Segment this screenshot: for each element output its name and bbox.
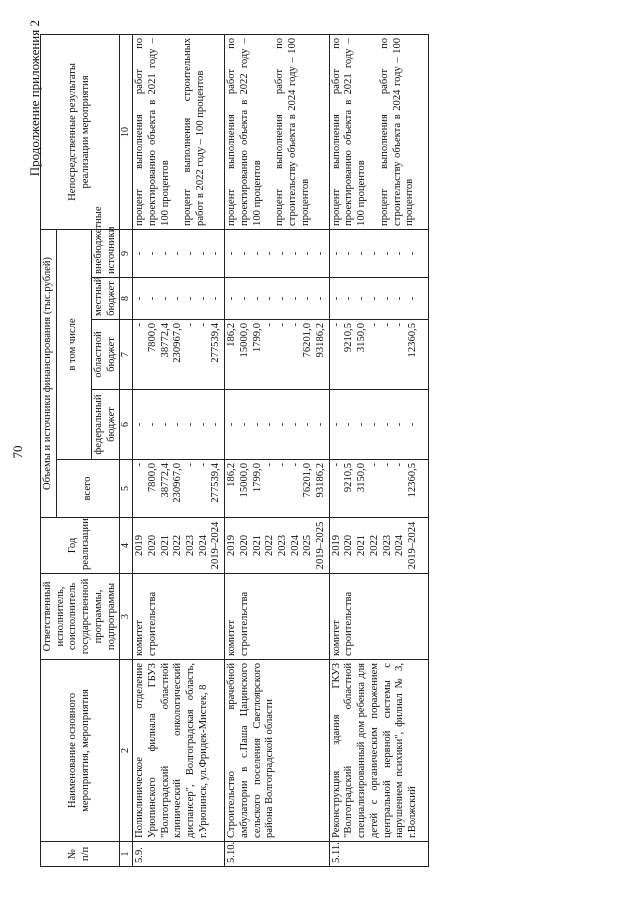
year — [225, 518, 330, 574]
extra-amount-value: - — [134, 251, 146, 256]
extra-amount-value: - — [406, 251, 418, 256]
header-year: Год реализации — [41, 518, 120, 574]
results — [225, 34, 330, 229]
header-local: местный бюджет — [91, 278, 119, 320]
total-amount-value: 12360,5 — [406, 463, 418, 498]
local-amount-value: - — [276, 296, 288, 301]
table-header — [41, 34, 133, 866]
regional-amount-value: 7800,0 — [146, 323, 158, 353]
federal-amount-value: - — [146, 422, 158, 427]
total-amount-value: - — [394, 463, 406, 467]
year-value: 2019 — [330, 534, 342, 557]
total-amount-value: 76201,0 — [302, 463, 314, 498]
column-number: 10 — [120, 34, 133, 229]
year-value: 2020 — [343, 534, 355, 557]
local-amount-value: - — [394, 296, 406, 301]
column-number: 9 — [120, 229, 133, 277]
federal-amount-value: - — [134, 422, 146, 427]
regional-amount-value: - — [368, 323, 380, 327]
row-number — [225, 842, 330, 867]
event-name — [133, 660, 225, 842]
total-amount-value: 15000,0 — [238, 463, 250, 498]
responsible-executor-text: комитет строительства — [134, 591, 158, 656]
table-row — [225, 34, 330, 866]
header-responsible: Ответственный исполнитель, соисполнитель государственной программы, подпрограммы — [41, 574, 120, 660]
total-amount-value: - — [381, 463, 393, 467]
column-number-row — [120, 34, 133, 866]
event-name — [329, 660, 428, 842]
result-text: процент выполнения работ по проектированию объекта в 2021 году – 100 процентов — [134, 37, 171, 226]
responsible-executor — [329, 574, 428, 660]
extra-amount-value: - — [368, 251, 380, 256]
local-amount-value: - — [406, 296, 418, 301]
row-number-text: 5.11. — [330, 842, 342, 863]
federal-amount-value: - — [264, 422, 276, 427]
local-amount-value: - — [251, 296, 263, 301]
row-number — [329, 842, 428, 867]
event-name-text: Поликлиническое отделение Урюпинского филиала ГБУЗ "Волгоградский областной клинический онкологический диспансер", Волгоградская область, г.Урюпинск, ул.Фридек-Мистек, 8 — [134, 663, 209, 838]
results — [133, 34, 225, 229]
column-number: 3 — [120, 574, 133, 660]
extra-amount-value: - — [210, 251, 222, 256]
total-amount-value: - — [330, 463, 342, 467]
regional-amount-value: 277539,4 — [210, 323, 222, 363]
federal-amount-value: - — [381, 422, 393, 427]
regional-amount-value: - — [330, 323, 342, 327]
row-number-text: 5.10. — [226, 841, 238, 863]
column-number: 1 — [120, 842, 133, 867]
year-value: 2021 — [251, 534, 263, 557]
total-amount-value: 38772,4 — [159, 463, 171, 498]
table-row — [329, 34, 428, 866]
local-amount-value: - — [381, 296, 393, 301]
total-amount — [133, 460, 225, 518]
regional-amount-value: - — [289, 323, 301, 327]
total-amount — [225, 460, 330, 518]
year — [133, 518, 225, 574]
result-text: процент выполнения строительных работ в 2022 году – 100 процентов — [182, 37, 207, 226]
total-amount-value: - — [185, 463, 197, 467]
year-value: 2025 — [302, 534, 314, 557]
result-text: процент выполнения работ по строительству объекта в 2024 году – 100 процентов — [274, 37, 311, 226]
total-amount-value: - — [134, 463, 146, 467]
total-amount-value: 7800,0 — [146, 463, 158, 493]
year-value: 2021 — [356, 534, 368, 557]
regional-amount-value: 9210,5 — [343, 323, 355, 353]
regional-amount-value: - — [197, 323, 209, 327]
total-amount-value: 9210,5 — [343, 463, 355, 493]
table-body — [133, 34, 429, 866]
year-value: 2023 — [185, 534, 197, 557]
local-amount-value: - — [302, 296, 314, 301]
local-amount-value: - — [146, 296, 158, 301]
federal-amount-value: - — [251, 422, 263, 427]
extra-amount-value: - — [238, 251, 250, 256]
responsible-executor-text: комитет строительства — [226, 591, 250, 656]
regional-amount-value: - — [394, 323, 406, 327]
federal-amount-value: - — [172, 422, 184, 427]
extra-amount — [225, 229, 330, 277]
responsible-executor-text: комитет строительства — [330, 591, 355, 656]
federal-amount-value: - — [197, 422, 209, 427]
local-amount-value: - — [356, 296, 368, 301]
header-including: в том числе — [56, 229, 91, 459]
total-amount-value: - — [289, 463, 301, 467]
extra-amount-value: - — [356, 251, 368, 256]
federal-amount-value: - — [394, 422, 406, 427]
event-name-text: Строительство врачебной амбулатории в с.Паша Цацинского сельского поселения Светлоярского района Волгоградской области — [226, 663, 276, 838]
column-number: 2 — [120, 660, 133, 842]
regional-amount-value: 76201,0 — [302, 323, 314, 358]
year-value: 2019–2024 — [406, 521, 418, 570]
local-amount-value: - — [134, 296, 146, 301]
result-text: процент выполнения работ по проектированию объекта в 2021 году – 100 процентов — [330, 37, 368, 226]
regional-amount-value: 230967,0 — [172, 323, 184, 363]
regional-amount — [225, 320, 330, 390]
results — [329, 34, 428, 229]
total-amount-value: - — [264, 463, 276, 467]
local-amount-value: - — [315, 296, 327, 301]
federal-amount-value: - — [368, 422, 380, 427]
local-amount-value: - — [210, 296, 222, 301]
year-value: 2024 — [289, 534, 301, 557]
federal-amount-value: - — [356, 422, 368, 427]
local-amount — [133, 278, 225, 320]
result-text: процент выполнения работ по проектированию объекта в 2022 году – 100 процентов — [226, 37, 263, 226]
extra-amount-value: - — [264, 251, 276, 256]
header-regional: областной бюджет — [91, 320, 119, 390]
table-row — [133, 34, 225, 866]
regional-amount-value: - — [381, 323, 393, 327]
year-value: 2021 — [159, 534, 171, 557]
regional-amount — [329, 320, 428, 390]
column-number: 8 — [120, 278, 133, 320]
header-extra: внебюджетные источники — [91, 229, 119, 277]
header-num: № п/п — [41, 842, 120, 867]
extra-amount-value: - — [226, 251, 238, 256]
regional-amount-value: 15000,0 — [238, 323, 250, 358]
extra-amount-value: - — [185, 251, 197, 256]
local-amount — [225, 278, 330, 320]
year-value: 2024 — [394, 534, 406, 557]
extra-amount — [329, 229, 428, 277]
local-amount-value: - — [289, 296, 301, 301]
federal-amount-value: - — [289, 422, 301, 427]
row-number — [133, 842, 225, 867]
extra-amount-value: - — [302, 251, 314, 256]
extra-amount-value: - — [330, 251, 342, 256]
row-number-text: 5.9. — [134, 847, 146, 863]
total-amount-value: 230967,0 — [172, 463, 184, 503]
total-amount — [329, 460, 428, 518]
federal-amount — [225, 390, 330, 460]
column-number: 5 — [120, 460, 133, 518]
regional-amount-value: 1799,0 — [251, 323, 263, 353]
column-number: 6 — [120, 390, 133, 460]
event-name-text: Реконструкция здания ГКУЗ "Волгоградский областной специализированный дом ребенка для детей с органическим поражением центральной нервной системы с нарушением психики", филиал № 3, г.Волжский — [330, 663, 418, 838]
federal-amount-value: - — [315, 422, 327, 427]
regional-amount-value: 3150,0 — [356, 323, 368, 353]
year-value: 2019 — [134, 534, 146, 557]
federal-amount-value: - — [343, 422, 355, 427]
regional-amount-value: 12360,5 — [406, 323, 418, 358]
total-amount-value: 1799,0 — [251, 463, 263, 493]
responsible-executor — [225, 574, 330, 660]
header-total: всего — [56, 460, 120, 518]
federal-amount-value: - — [238, 422, 250, 427]
year-value: 2023 — [381, 534, 393, 557]
regional-amount-value: - — [134, 323, 146, 327]
federal-amount-value: - — [406, 422, 418, 427]
local-amount — [329, 278, 428, 320]
year-value: 2022 — [368, 534, 380, 557]
federal-amount-value: - — [330, 422, 342, 427]
year-value: 2019–2025 — [315, 521, 327, 570]
continuation-label: Продолжение приложения 2 — [27, 20, 42, 177]
total-amount-value: - — [197, 463, 209, 467]
local-amount-value: - — [197, 296, 209, 301]
extra-amount — [133, 229, 225, 277]
extra-amount-value: - — [251, 251, 263, 256]
federal-amount-value: - — [226, 422, 238, 427]
header-results: Непосредственные результаты реализации мероприятия — [41, 34, 120, 229]
federal-amount-value: - — [159, 422, 171, 427]
local-amount-value: - — [159, 296, 171, 301]
responsible-executor — [133, 574, 225, 660]
year-value: 2019–2024 — [210, 521, 222, 570]
federal-amount-value: - — [210, 422, 222, 427]
year-value: 2020 — [238, 534, 250, 557]
header-federal: федеральный бюджет — [91, 390, 119, 460]
local-amount-value: - — [330, 296, 342, 301]
column-number: 4 — [120, 518, 133, 574]
federal-amount-value: - — [302, 422, 314, 427]
extra-amount-value: - — [276, 251, 288, 256]
year-value: 2022 — [264, 534, 276, 557]
total-amount-value: - — [276, 463, 288, 467]
federal-amount-value: - — [185, 422, 197, 427]
total-amount-value: 3150,0 — [356, 463, 368, 493]
header-name: Наименование основного мероприятия, мероприятия — [41, 660, 120, 842]
extra-amount-value: - — [172, 251, 184, 256]
extra-amount-value: - — [146, 251, 158, 256]
funding-table — [40, 34, 429, 867]
header-funding: Объемы и источники финансирования (тыс.рублей) — [41, 229, 57, 517]
total-amount-value: 186,2 — [226, 463, 238, 487]
year-value: 2023 — [276, 534, 288, 557]
regional-amount-value: 38772,4 — [159, 323, 171, 358]
local-amount-value: - — [185, 296, 197, 301]
year-value: 2022 — [172, 534, 184, 557]
regional-amount-value: - — [185, 323, 197, 327]
column-number: 7 — [120, 320, 133, 390]
regional-amount-value: - — [264, 323, 276, 327]
extra-amount-value: - — [159, 251, 171, 256]
total-amount-value: 277539,4 — [210, 463, 222, 503]
regional-amount-value: - — [276, 323, 288, 327]
local-amount-value: - — [226, 296, 238, 301]
year — [329, 518, 428, 574]
year-value: 2024 — [197, 534, 209, 557]
local-amount-value: - — [172, 296, 184, 301]
extra-amount-value: - — [315, 251, 327, 256]
local-amount-value: - — [343, 296, 355, 301]
year-value: 2020 — [146, 534, 158, 557]
year-value: 2019 — [226, 534, 238, 557]
extra-amount-value: - — [289, 251, 301, 256]
extra-amount-value: - — [343, 251, 355, 256]
extra-amount-value: - — [197, 251, 209, 256]
total-amount-value: - — [368, 463, 380, 467]
event-name — [225, 660, 330, 842]
page-number: 70 — [10, 445, 25, 459]
total-amount-value: 93186,2 — [315, 463, 327, 498]
local-amount-value: - — [368, 296, 380, 301]
federal-amount — [133, 390, 225, 460]
result-text: процент выполнения работ по строительству объекта в 2024 году – 100 процентов — [378, 37, 416, 226]
local-amount-value: - — [238, 296, 250, 301]
extra-amount-value: - — [381, 251, 393, 256]
regional-amount — [133, 320, 225, 390]
regional-amount-value: 93186,2 — [315, 323, 327, 358]
federal-amount-value: - — [276, 422, 288, 427]
local-amount-value: - — [264, 296, 276, 301]
federal-amount — [329, 390, 428, 460]
regional-amount-value: 186,2 — [226, 323, 238, 347]
extra-amount-value: - — [394, 251, 406, 256]
